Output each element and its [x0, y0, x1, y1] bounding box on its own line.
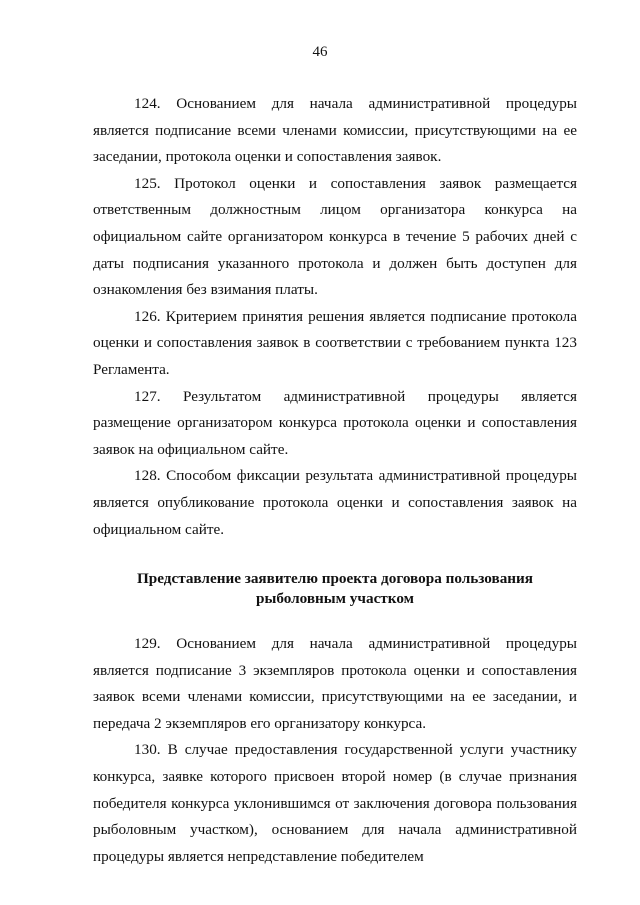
page-content [93, 91, 577, 870]
page-number: 46 [312, 44, 328, 60]
paragraph-127: 127. Результатом административной процедуры является размещение организатором конкурса протокола оценки и сопоставления заявок на официальном сайте. [93, 387, 577, 458]
paragraph-126: 126. Критерием принятия решения является подписание протокола оценки и сопоставления заявок в соответствии с требованием пункта 123 Регламента. [93, 307, 577, 378]
paragraph-128: 128. Способом фиксации результата административной процедуры является опубликование протокола оценки и сопоставления заявок на официальном сайте. [93, 467, 577, 538]
section-heading [93, 569, 577, 609]
section-heading-line-1: Представление заявителю проекта договора пользования [136, 570, 534, 588]
paragraph-124: 124. Основанием для начала административной процедуры является подписание всеми членами комиссии, присутствующими на ее заседании, протокола оценки и сопоставления заявок. [93, 95, 577, 166]
section-heading-line-2: рыболовным участком [256, 590, 414, 608]
paragraph-129: 129. Основанием для начала административной процедуры является подписание 3 экземпляров протокола оценки и сопоставления заявок всеми членами комиссии, присутствующими на ее заседании, и передача 2 экземпляров его организатору конкурса. [93, 635, 577, 732]
paragraph-130: 130. В случае предоставления государственной услуги участнику конкурса, заявке которого присвоен второй номер (в случае признания победителя конкурса уклонившимся от заключения договора пользования рыболовным участком), основанием для начала административной процедуры является непредставление победителем [93, 741, 577, 865]
paragraph-125: 125. Протокол оценки и сопоставления заявок размещается ответственным должностным лицом организатора конкурса на официальном сайте организатором конкурса в течение 5 рабочих дней с даты подписания указанного протокола и должен быть доступен для ознакомления без взимания платы. [93, 174, 577, 299]
